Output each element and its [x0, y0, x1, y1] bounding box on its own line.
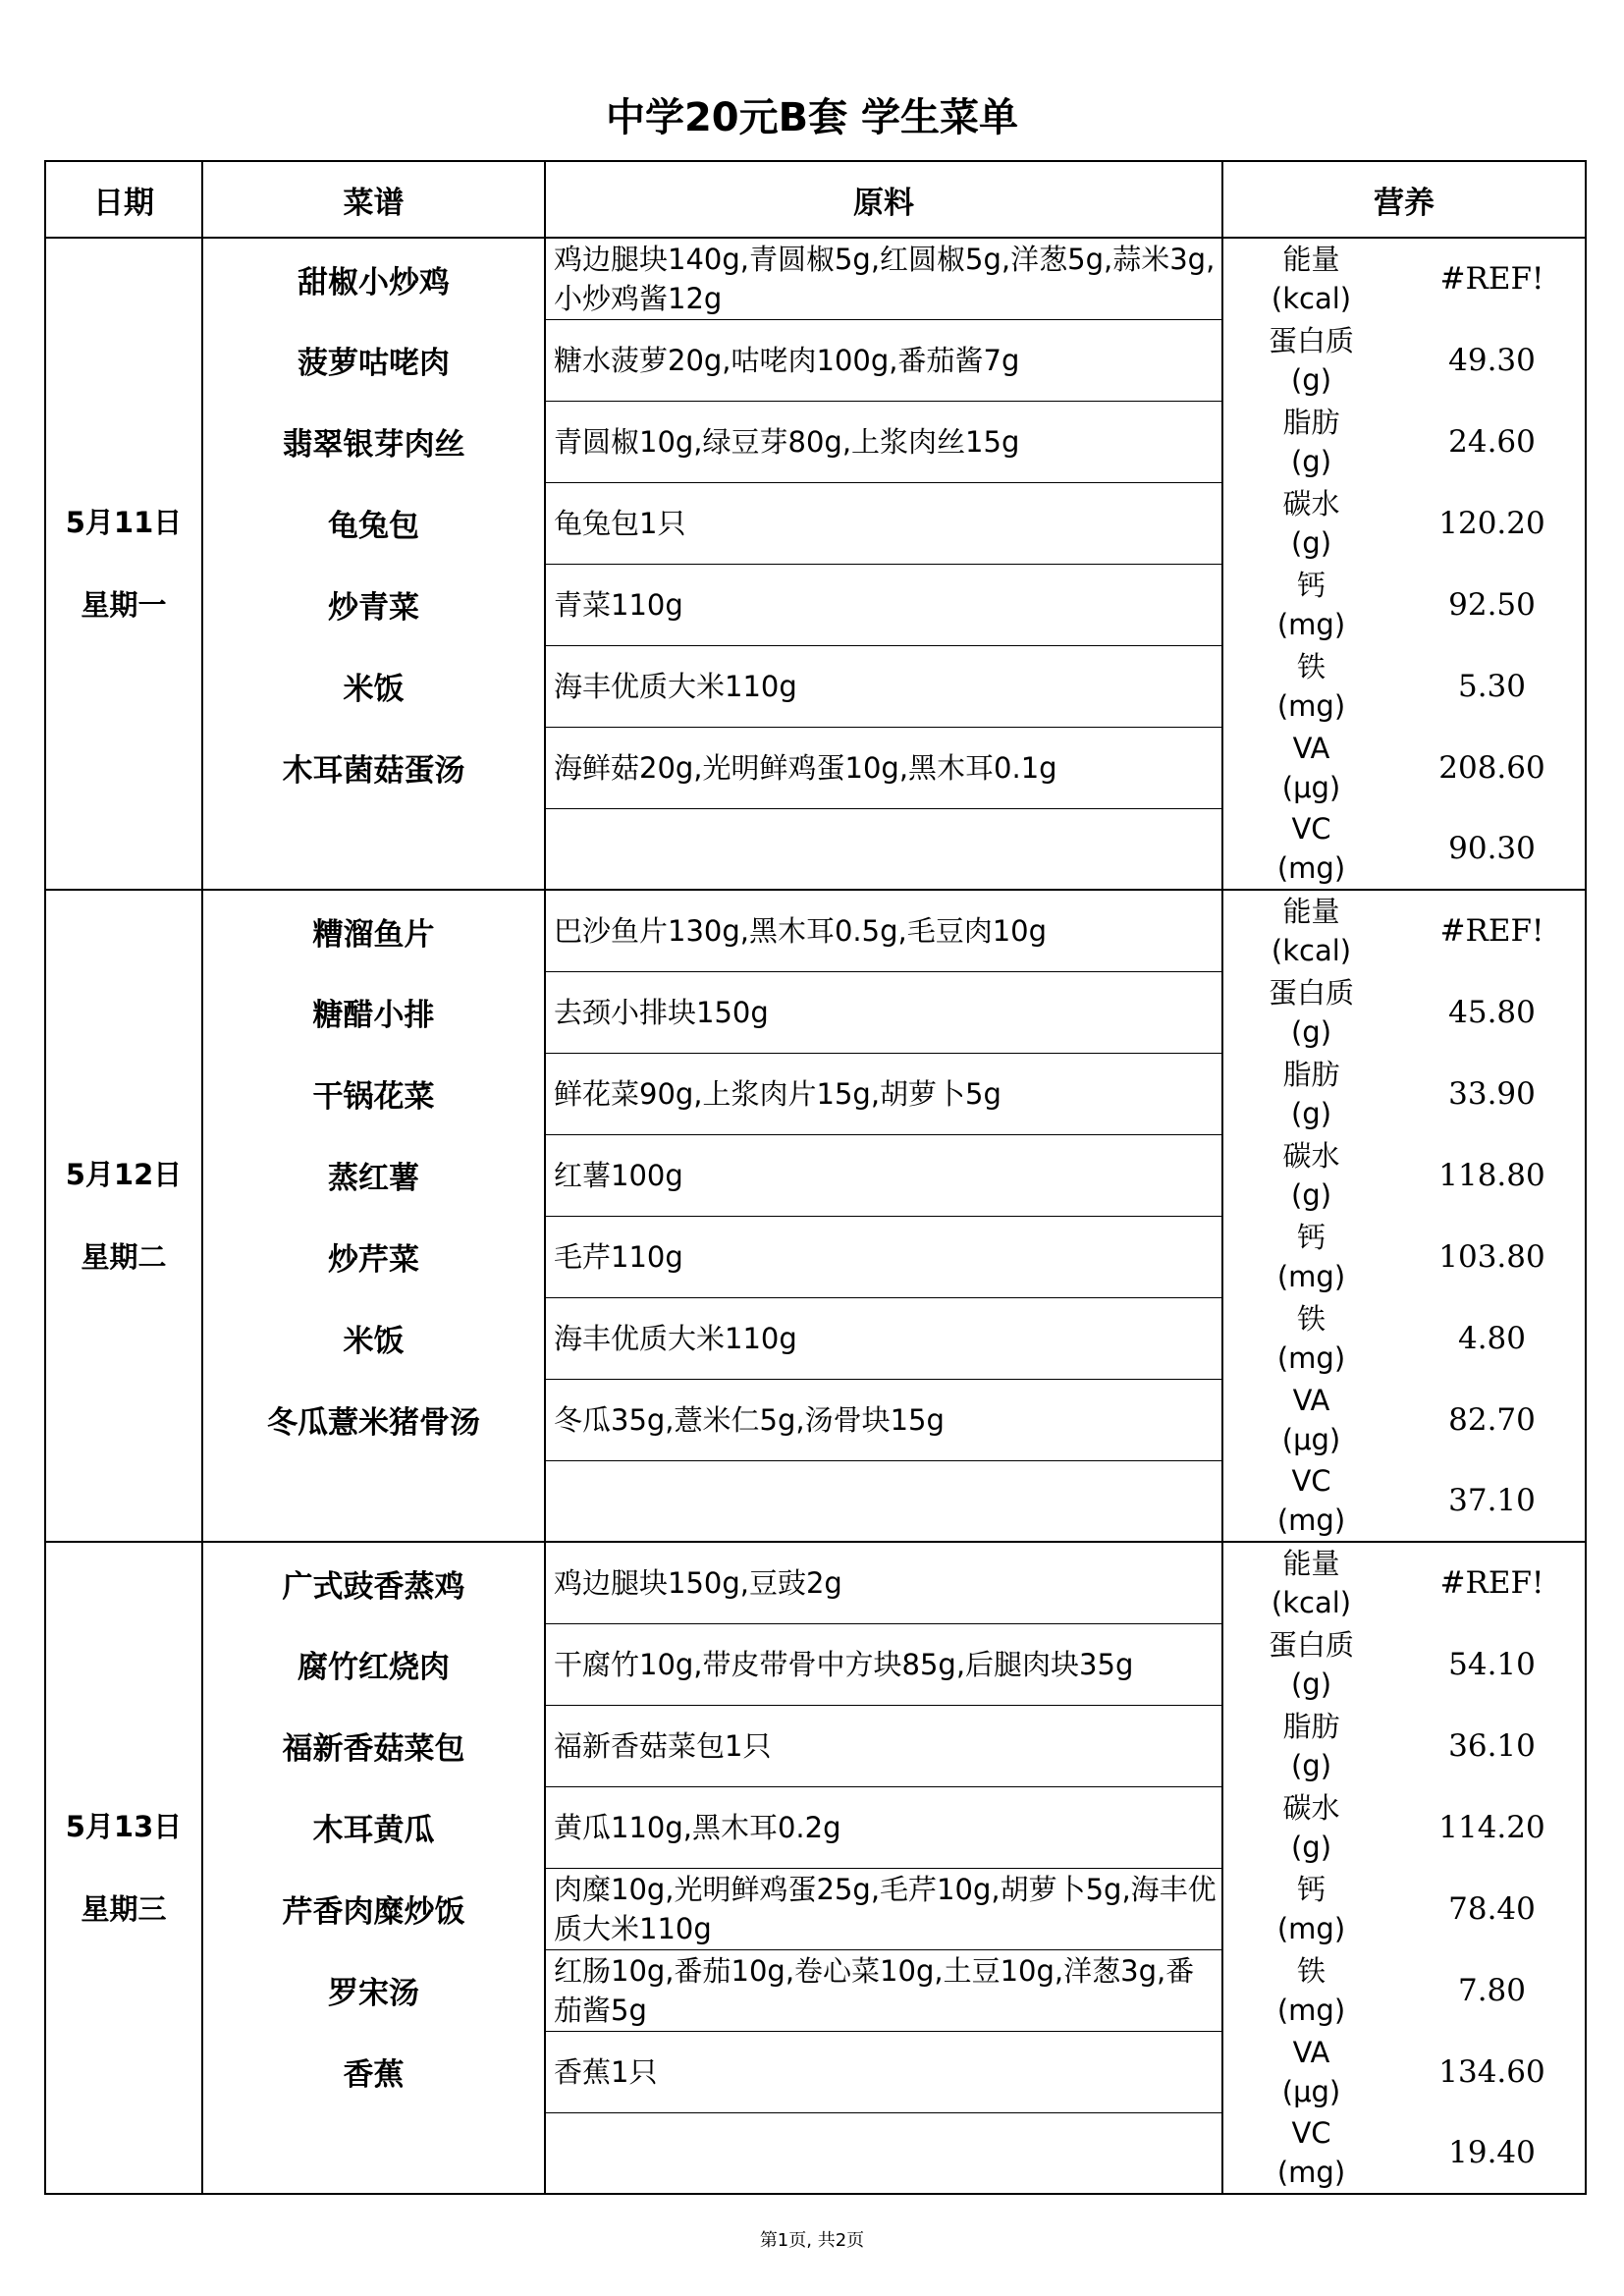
ingredients-cell: 鸡边腿块150g,豆豉2g	[545, 1542, 1222, 1623]
table-row	[45, 564, 1586, 645]
ingredients-cell	[545, 808, 1222, 890]
nutrient-label-cell	[1222, 1542, 1399, 1623]
dish-name: 福新香菇菜包	[202, 1705, 545, 1786]
header-date: 日期	[45, 161, 202, 238]
ingredients-cell: 肉糜10g,光明鲜鸡蛋25g,毛芹10g,胡萝卜5g,海丰优质大米110g	[545, 1868, 1222, 1949]
nutrient-unit: (g)	[1290, 1667, 1332, 1701]
nutrient-name: 钙	[1296, 1220, 1326, 1254]
table-row	[45, 1379, 1586, 1460]
nutrient-name: VA	[1292, 731, 1330, 765]
nutrient-value: #REF!	[1399, 1542, 1586, 1623]
nutrient-label-cell	[1222, 2112, 1399, 2194]
table-row	[45, 645, 1586, 727]
dish-name: 糟溜鱼片	[202, 890, 545, 971]
ingredients-cell: 红肠10g,番茄10g,卷心菜10g,土豆10g,洋葱3g,番茄酱5g	[545, 1949, 1222, 2031]
ingredients-cell	[545, 2112, 1222, 2194]
table-row	[45, 971, 1586, 1053]
table-row	[45, 401, 1586, 482]
nutrient-unit: (kcal)	[1271, 934, 1352, 967]
ingredients-cell: 干腐竹10g,带皮带骨中方块85g,后腿肉块35g	[545, 1623, 1222, 1705]
ingredients-cell: 鸡边腿块140g,青圆椒5g,红圆椒5g,洋葱5g,蒜米3g,小炒鸡酱12g	[545, 238, 1222, 319]
table-row	[45, 1053, 1586, 1134]
nutrient-value: 19.40	[1399, 2112, 1586, 2194]
nutrient-unit: (mg)	[1276, 1993, 1346, 2027]
nutrient-value: 36.10	[1399, 1705, 1586, 1786]
ingredients-cell: 青圆椒10g,绿豆芽80g,上浆肉丝15g	[545, 401, 1222, 482]
nutrient-label-cell	[1222, 1705, 1399, 1786]
dish-name: 腐竹红烧肉	[202, 1623, 545, 1705]
nutrient-value: 24.60	[1399, 401, 1586, 482]
table-row	[45, 1623, 1586, 1705]
nutrient-unit: (g)	[1290, 1177, 1332, 1212]
dish-name: 香蕉	[202, 2031, 545, 2112]
nutrient-unit: (mg)	[1276, 688, 1346, 723]
nutrient-value: 78.40	[1399, 1868, 1586, 1949]
ingredients-cell: 冬瓜35g,薏米仁5g,汤骨块15g	[545, 1379, 1222, 1460]
nutrient-name: VC	[1291, 2116, 1331, 2150]
nutrient-label-cell	[1222, 1053, 1399, 1134]
header-dish: 菜谱	[202, 161, 545, 238]
ingredients-cell: 青菜110g	[545, 564, 1222, 645]
table-row	[45, 319, 1586, 401]
weekday-label: 星期二	[81, 1240, 167, 1274]
dish-name: 罗宋汤	[202, 1949, 545, 2031]
nutrient-name: 碳水	[1282, 1790, 1340, 1825]
header-nutrition: 营养	[1222, 161, 1586, 238]
nutrient-name: 铁	[1296, 1953, 1326, 1988]
nutrient-unit: (g)	[1290, 525, 1332, 560]
nutrient-label-cell	[1222, 645, 1399, 727]
nutrient-name: 脂肪	[1282, 1709, 1340, 1743]
nutrient-name: VA	[1292, 1383, 1330, 1417]
nutrient-label-cell	[1222, 1297, 1399, 1379]
ingredients-cell: 龟兔包1只	[545, 482, 1222, 564]
table-row	[45, 1297, 1586, 1379]
nutrient-label-cell	[1222, 401, 1399, 482]
nutrient-value: 7.80	[1399, 1949, 1586, 2031]
weekday-label: 星期一	[81, 588, 167, 622]
nutrient-name: 能量	[1282, 895, 1340, 928]
nutrient-label-cell	[1222, 1216, 1399, 1297]
table-row	[45, 890, 1586, 971]
nutrient-value: 103.80	[1399, 1216, 1586, 1297]
nutrient-name: 蛋白质	[1268, 323, 1354, 357]
table-row	[45, 482, 1586, 564]
ingredients-cell: 海丰优质大米110g	[545, 645, 1222, 727]
page-title: 中学20元B套 学生菜单	[605, 95, 1019, 140]
nutrient-unit: (g)	[1290, 1096, 1332, 1130]
nutrient-unit: (mg)	[1276, 1340, 1346, 1375]
nutrient-label-cell	[1222, 1623, 1399, 1705]
nutrient-unit: (kcal)	[1271, 282, 1352, 315]
dish-name: 芹香肉糜炒饭	[202, 1868, 545, 1949]
dish-name: 翡翠银芽肉丝	[202, 401, 545, 482]
nutrient-value: 49.30	[1399, 319, 1586, 401]
nutrient-unit: (g)	[1290, 1830, 1332, 1864]
nutrient-value: 37.10	[1399, 1460, 1586, 1542]
dish-name: 蒸红薯	[202, 1134, 545, 1216]
nutrient-label-cell	[1222, 238, 1399, 319]
dish-name: 炒青菜	[202, 564, 545, 645]
dish-name: 龟兔包	[202, 482, 545, 564]
nutrient-value: 5.30	[1399, 645, 1586, 727]
table-row	[45, 1216, 1586, 1297]
nutrient-name: 能量	[1282, 243, 1340, 276]
dish-name: 米饭	[202, 645, 545, 727]
table-row	[45, 2112, 1586, 2194]
nutrient-name: 碳水	[1282, 1138, 1340, 1173]
nutrient-name: 脂肪	[1282, 1057, 1340, 1091]
table-row	[45, 1868, 1586, 1949]
nutrient-unit: (g)	[1290, 362, 1332, 397]
nutrient-value: 54.10	[1399, 1623, 1586, 1705]
nutrient-label-cell	[1222, 564, 1399, 645]
ingredients-cell: 红薯100g	[545, 1134, 1222, 1216]
nutrient-label-cell	[1222, 1460, 1399, 1542]
nutrient-label-cell	[1222, 1379, 1399, 1460]
dish-name: 米饭	[202, 1297, 545, 1379]
nutrient-name: VC	[1291, 1464, 1331, 1498]
ingredients-cell: 福新香菇菜包1只	[545, 1705, 1222, 1786]
dish-name	[202, 2112, 545, 2194]
ingredients-cell	[545, 1460, 1222, 1542]
nutrient-name: 钙	[1296, 1872, 1326, 1906]
dish-name: 木耳菌菇蛋汤	[202, 727, 545, 808]
nutrient-value: 114.20	[1399, 1786, 1586, 1868]
nutrient-unit: (g)	[1290, 1748, 1332, 1782]
nutrient-name: 铁	[1296, 649, 1326, 683]
dish-name: 甜椒小炒鸡	[202, 238, 545, 319]
nutrient-label-cell	[1222, 890, 1399, 971]
dish-name: 炒芹菜	[202, 1216, 545, 1297]
ingredients-cell: 黄瓜110g,黑木耳0.2g	[545, 1786, 1222, 1868]
header-row	[45, 161, 1586, 238]
nutrient-value: 82.70	[1399, 1379, 1586, 1460]
table-row	[45, 727, 1586, 808]
nutrient-name: 蛋白质	[1268, 1627, 1354, 1662]
dish-name: 冬瓜薏米猪骨汤	[202, 1379, 545, 1460]
nutrient-label-cell	[1222, 2031, 1399, 2112]
ingredients-cell: 去颈小排块150g	[545, 971, 1222, 1053]
nutrient-unit: (g)	[1290, 1014, 1332, 1049]
date-label: 5月13日	[65, 1810, 183, 1843]
menu-body	[45, 238, 1586, 2194]
nutrient-name: 脂肪	[1282, 405, 1340, 439]
nutrient-unit: (mg)	[1276, 1503, 1346, 1537]
nutrient-label-cell	[1222, 727, 1399, 808]
nutrient-label-cell	[1222, 319, 1399, 401]
nutrient-value: #REF!	[1399, 890, 1586, 971]
dish-name: 糖醋小排	[202, 971, 545, 1053]
table-row	[45, 1786, 1586, 1868]
dish-name: 广式豉香蒸鸡	[202, 1542, 545, 1623]
nutrient-value: 134.60	[1399, 2031, 1586, 2112]
date-label: 5月12日	[65, 1158, 183, 1191]
nutrient-name: 碳水	[1282, 486, 1340, 520]
ingredients-cell: 鲜花菜90g,上浆肉片15g,胡萝卜5g	[545, 1053, 1222, 1134]
table-row	[45, 238, 1586, 319]
table-row	[45, 1705, 1586, 1786]
nutrient-value: 92.50	[1399, 564, 1586, 645]
nutrient-value: 45.80	[1399, 971, 1586, 1053]
ingredients-cell: 香蕉1只	[545, 2031, 1222, 2112]
nutrient-value: #REF!	[1399, 238, 1586, 319]
nutrient-unit: (mg)	[1276, 851, 1346, 885]
ingredients-cell: 糖水菠萝20g,咕咾肉100g,番茄酱7g	[545, 319, 1222, 401]
table-row	[45, 1134, 1586, 1216]
nutrient-unit: (mg)	[1276, 1911, 1346, 1945]
page-footer: 第1页, 共2页	[759, 2230, 865, 2251]
nutrient-unit: (μg)	[1281, 770, 1341, 804]
nutrient-label-cell	[1222, 1868, 1399, 1949]
date-cell	[45, 890, 202, 1542]
nutrient-value: 208.60	[1399, 727, 1586, 808]
date-cell	[45, 1542, 202, 2194]
nutrient-unit: (g)	[1290, 444, 1332, 478]
nutrient-label-cell	[1222, 1786, 1399, 1868]
nutrient-name: 能量	[1282, 1547, 1340, 1580]
table-row	[45, 1542, 1586, 1623]
nutrient-name: VC	[1291, 812, 1331, 846]
nutrient-unit: (μg)	[1281, 1422, 1341, 1456]
menu-table	[44, 160, 1587, 2195]
weekday-label: 星期三	[81, 1892, 167, 1926]
ingredients-cell: 巴沙鱼片130g,黑木耳0.5g,毛豆肉10g	[545, 890, 1222, 971]
ingredients-cell: 毛芹110g	[545, 1216, 1222, 1297]
table-row	[45, 2031, 1586, 2112]
date-cell	[45, 238, 202, 890]
nutrient-value: 4.80	[1399, 1297, 1586, 1379]
dish-name	[202, 1460, 545, 1542]
nutrient-label-cell	[1222, 808, 1399, 890]
table-row	[45, 808, 1586, 890]
ingredients-cell: 海丰优质大米110g	[545, 1297, 1222, 1379]
nutrient-unit: (μg)	[1281, 2074, 1341, 2108]
nutrient-name: 铁	[1296, 1301, 1326, 1336]
table-row	[45, 1949, 1586, 2031]
nutrient-label-cell	[1222, 1949, 1399, 2031]
nutrient-value: 120.20	[1399, 482, 1586, 564]
nutrient-name: 蛋白质	[1268, 975, 1354, 1010]
nutrient-value: 118.80	[1399, 1134, 1586, 1216]
nutrient-name: VA	[1292, 2035, 1330, 2069]
nutrient-value: 33.90	[1399, 1053, 1586, 1134]
nutrient-unit: (mg)	[1276, 1259, 1346, 1293]
ingredients-cell: 海鲜菇20g,光明鲜鸡蛋10g,黑木耳0.1g	[545, 727, 1222, 808]
nutrient-label-cell	[1222, 1134, 1399, 1216]
nutrient-value: 90.30	[1399, 808, 1586, 890]
nutrient-label-cell	[1222, 971, 1399, 1053]
header-ingredients: 原料	[545, 161, 1222, 238]
nutrient-unit: (kcal)	[1271, 1586, 1352, 1619]
table-row	[45, 1460, 1586, 1542]
dish-name	[202, 808, 545, 890]
dish-name: 干锅花菜	[202, 1053, 545, 1134]
nutrient-name: 钙	[1296, 568, 1326, 602]
dish-name: 菠萝咕咾肉	[202, 319, 545, 401]
date-label: 5月11日	[65, 506, 183, 539]
dish-name: 木耳黄瓜	[202, 1786, 545, 1868]
nutrient-unit: (mg)	[1276, 607, 1346, 641]
nutrient-label-cell	[1222, 482, 1399, 564]
nutrient-unit: (mg)	[1276, 2156, 1346, 2189]
